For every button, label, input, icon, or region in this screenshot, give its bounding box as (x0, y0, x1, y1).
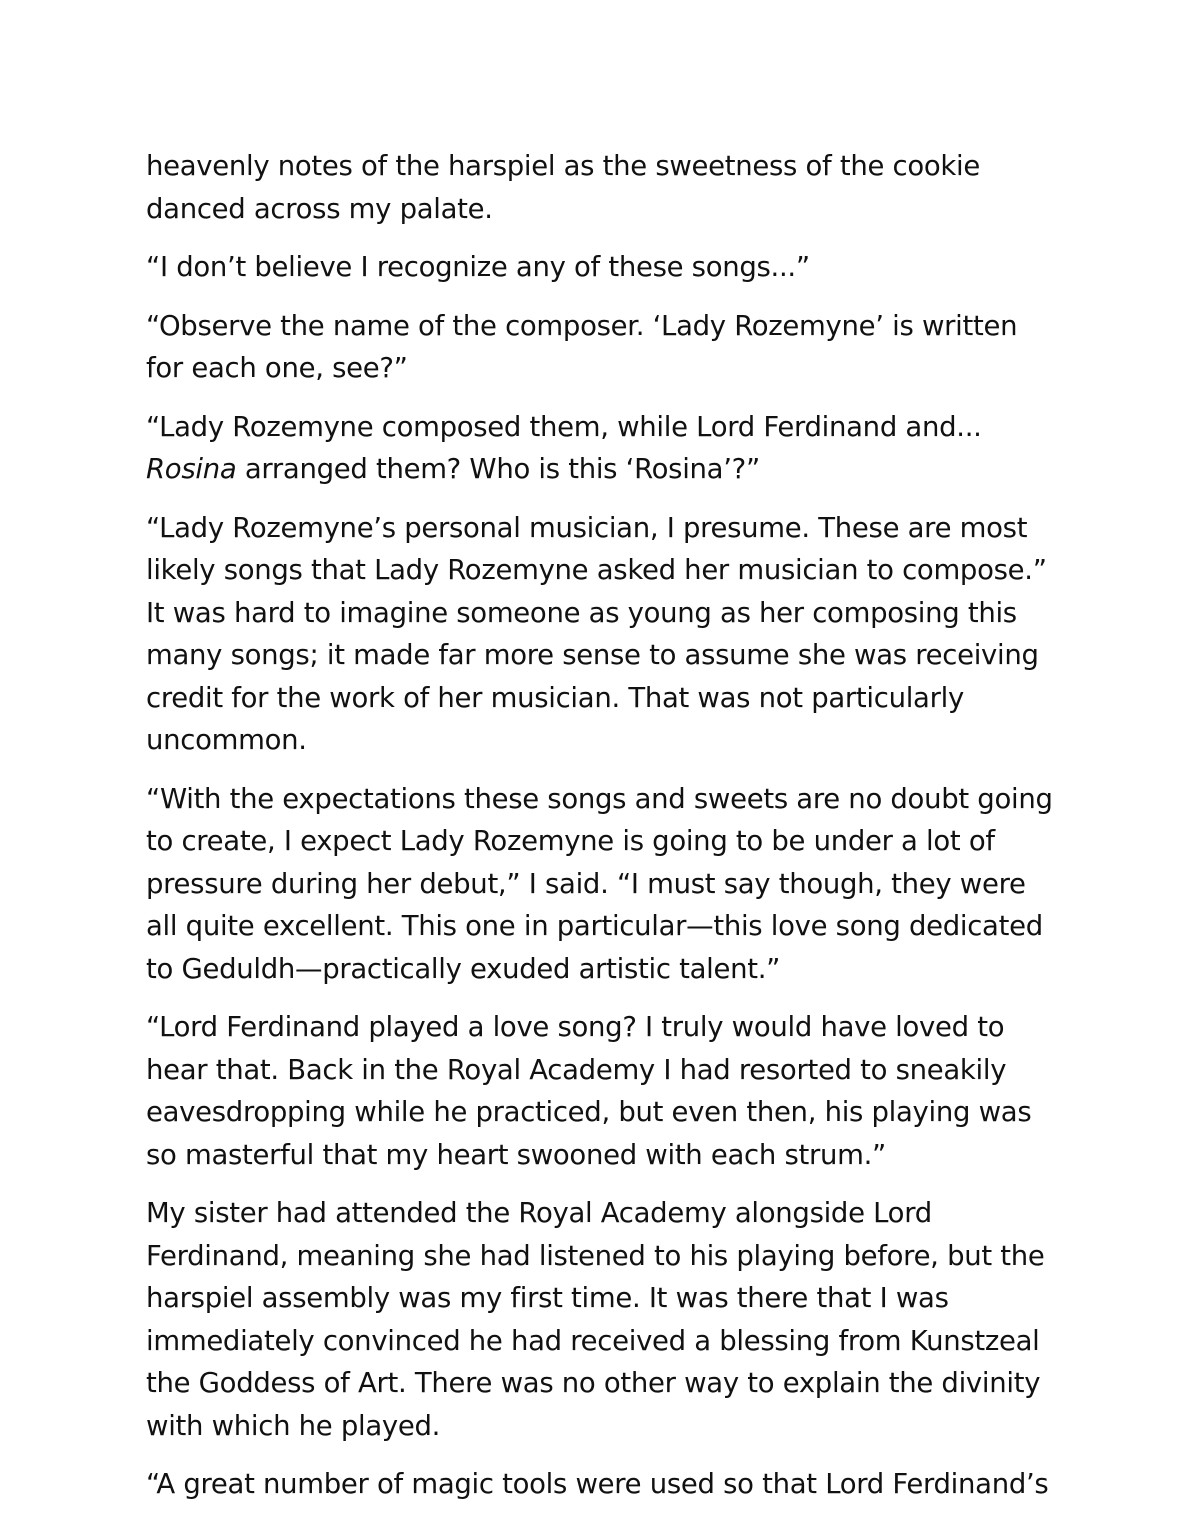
paragraph (146, 246, 1058, 289)
paragraph-text: “Lady Rozemyne composed them, while Lord Ferdinand and... (146, 410, 982, 443)
paragraph-text: My sister had attended the Royal Academy alongside Lord Ferdinand, meaning she had listened to his playing before, but the harspiel assembly was my first time. It was there that I was immediately convinced he had received a blessing from Kunstzeal the Goddess of Art. There was no other way to explain the divinity with which he played. (146, 1197, 1045, 1442)
paragraph (146, 305, 1058, 390)
paragraph-text: “Observe the name of the composer. ‘Lady Rozemyne’ is written for each one, see?” (146, 309, 1018, 384)
paragraph-text: “I don’t believe I recognize any of these songs...” (146, 251, 810, 283)
italic-text: Rosina (146, 453, 237, 485)
paragraph (146, 507, 1058, 762)
paragraph (146, 145, 1058, 230)
paragraph-text: arranged them? Who is this ‘Rosina’?” (236, 453, 760, 485)
paragraph-text: heavenly notes of the harspiel as the sweetness of the cookie danced across my palate. (146, 150, 980, 225)
paragraph-text: “With the expectations these songs and sweets are no doubt going to create, I expect Lady Rozemyne is going to be under a lot of pressure during her debut,” I said. “I must say though, they were all quite excellent. This one in particular—this love song dedicated to Geduldh—practically exuded artistic talent.” (146, 782, 1053, 985)
paragraph (146, 1006, 1058, 1176)
paragraph (146, 406, 1058, 491)
paragraph-text: “A great number of magic tools were used so that Lord Ferdinand’s (146, 1468, 1049, 1500)
paragraph-text: “Lord Ferdinand played a love song? I truly would have loved to hear that. Back in the Royal Academy I had resorted to sneakily eavesdropping while he practiced, but even then, his playing was so masterful that my heart swooned with each strum.” (146, 1011, 1032, 1171)
paragraph (146, 778, 1058, 991)
paragraph (146, 1463, 1058, 1506)
paragraph-text: “Lady Rozemyne’s personal musician, I presume. These are most likely songs that Lady Rozemyne asked her musician to compose.” It was hard to imagine someone as young as her composing this many songs; it made far more sense to assume she was receiving credit for the work of her musician. That was not particularly uncommon. (146, 511, 1047, 756)
paragraph (146, 1192, 1058, 1447)
body-text (146, 145, 1058, 1522)
